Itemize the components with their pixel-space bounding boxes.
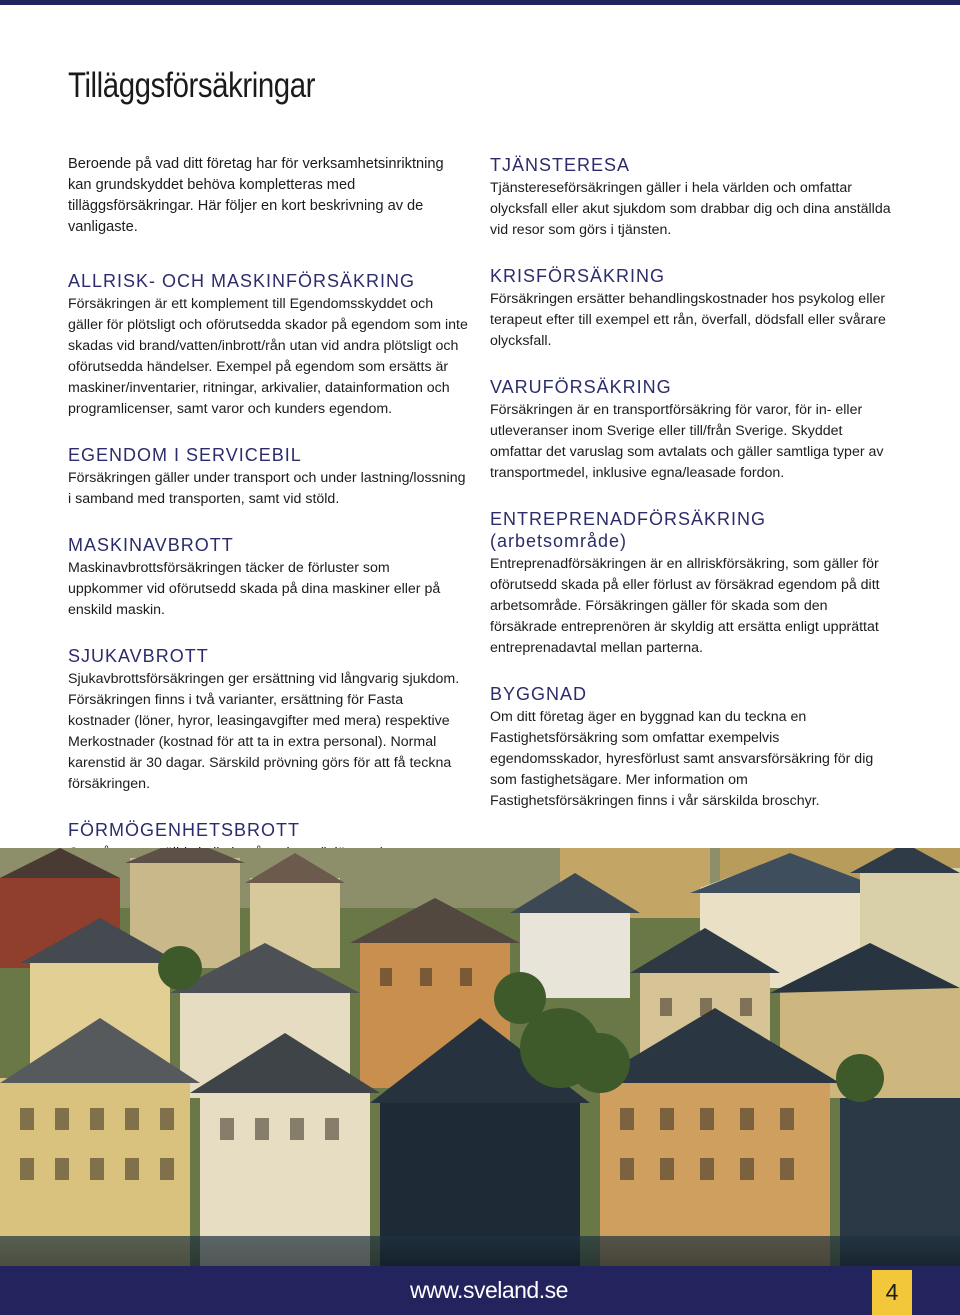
footer-bar [0,1266,960,1315]
section-heading: ALLRISK- OCH MASKINFÖRSÄKRING [68,271,416,291]
section-body: Försäkringen gäller under transport och under lastning/lossning i samband med transporten, samt vid stöld. [68,470,466,507]
section-body: Om ditt företag äger en byggnad kan du teckna en Fastighetsförsäkring som omfattar exempelvis egendomsskador, hyresförlust samt ansvarsförsäkring för dig som fastighetsägare. Mer information om Fastighetsförsäkringen finns i vår särskilda broschyr. [490,709,874,809]
section-heading: MASKINAVBROTT [68,535,234,555]
intro-paragraph: Beroende på vad ditt företag har för verksamhetsinriktning kan grundskyddet behöva kompletteras med tilläggsförsäkringar. Här följer en kort beskrivning av de vanligaste. [68,156,444,235]
section-byggnad [490,683,895,812]
section-heading: FÖRMÖGENHETSBROTT [68,820,300,840]
top-accent-bar [0,0,960,5]
section-krisforsakring [490,265,895,352]
section-maskinavbrott [68,534,468,621]
section-body: Försäkringen är ett komplement till Egendomsskyddet och gäller för plötsligt och oförutsedda skador på egendom som inte skadas vid brand/vatten/inbrott/rån utan vid andra plötsligt och oförutsedda händelser. Exempel på egendom som ersätts är maskiner/inventarier, ritningar, arkivalier, datainformation och programlicenser, samt varor och kunders egendom. [68,296,468,417]
section-body: Sjukavbrottsförsäkringen ger ersättning vid långvarig sjukdom. Försäkringen finns i två varianter, ersättning för Fasta kostnader (löner, hyror, leasingavgifter med mera) respektive Merkostnader (kostnad för att ta in extra personal). Normal karenstid är 30 dagar. Särskild prövning görs för att få teckna försäkringen. [68,671,460,792]
section-varuforsakring [490,376,895,484]
section-heading: EGENDOM I SERVICEBIL [68,445,302,465]
section-body: Tjänstereseförsäkringen gäller i hela världen och omfattar olycksfall eller akut sjukdom som drabbar dig och dina anställda vid resor som görs i tjänsten. [490,180,891,238]
section-heading: KRISFÖRSÄKRING [490,266,666,286]
section-heading: TJÄNSTERESA [490,155,631,175]
left-column [68,154,468,951]
section-sjukavbrott [68,645,468,795]
section-body: Entreprenadförsäkringen är en allriskförsäkring, som gäller för oförutsedd skada på eller förlust av försäkrad egendom på ditt arbetsområde. Försäkringen gäller för skada som den försäkrade entreprenören är skyldig att ersätta enligt upprättat entreprenadavtal mellan parterna. [490,556,880,656]
section-entreprenadforsakring [490,508,895,659]
section-allrisk [68,270,468,420]
section-egendom-servicebil [68,444,468,510]
website-link[interactable]: www.sveland.se [410,1277,568,1303]
right-column [490,154,895,836]
section-heading: ENTREPRENADFÖRSÄKRING (arbetsområde) [490,509,767,551]
section-heading: SJUKAVBROTT [68,646,209,666]
section-body: Maskinavbrottsförsäkringen täcker de förluster som uppkommer vid oförutsedd skada på dina maskiner eller på enskild maskin. [68,560,441,618]
section-tjansteresa [490,154,895,241]
section-body: Försäkringen ersätter behandlingskostnader hos psykolog eller terapeut efter till exempel ett rån, överfall, dödsfall eller svårare olycksfall. [490,291,886,349]
page-title: Tilläggsförsäkringar [68,66,316,105]
section-body: Försäkringen är en transportförsäkring för varor, för in- eller utleveranser inom Sverige eller till/från Sverige. Skyddet omfattar det varuslag som avtalats och gäller samtliga typer av transportmedel, inklusive egna/leasade fordon. [490,402,884,481]
town-rooftops-photo [0,848,960,1266]
section-heading: BYGGNAD [490,684,588,704]
section-heading: VARUFÖRSÄKRING [490,377,672,397]
page-number-badge: 4 [872,1270,912,1315]
